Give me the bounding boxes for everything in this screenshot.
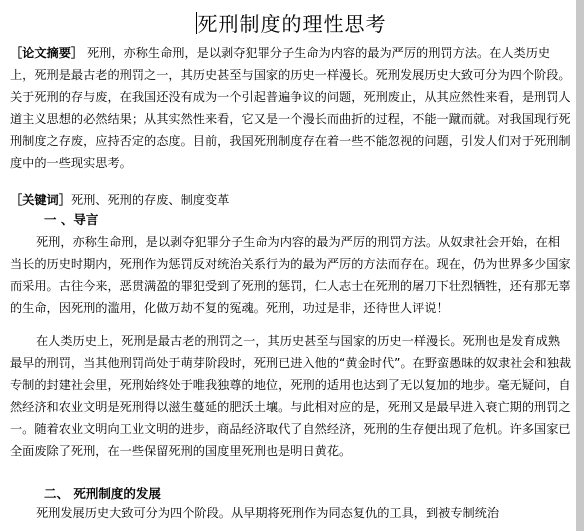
body-paragraph-3[interactable]: 死刑发展历史大致可分为四个阶段。从早期将死刑作为同态复仇的工具，到被专制统治 — [36, 506, 500, 520]
title-row — [8, 8, 574, 37]
abstract-text: 死刑，亦称生命刑，是以剥夺犯罪分子生命为内容的最为严厉的刑罚方法。在人类历史上，死刑是最古老的刑罚之一，其历史甚至与国家的历史一样漫长。死刑发展历史大致可分为四个阶段。关于死刑的存与废，在我国还没有成为一个引起普遍争议的问题，死刑废止，从其应然性来看，是刑罚人道主义思想的必然结果；从其实然性来看，它又是一个漫长而曲折的过程，不能一蹴而就。对我国现行死刑制度之存废，应持否定的态度。目前，我国死刑制度存在着一些不能忽视的问题，引发人们对于死刑制度中的一些现实思考。 — [10, 46, 571, 170]
keywords-paragraph[interactable] — [10, 189, 572, 211]
page-edge-scrollbar-area — [576, 0, 584, 531]
body-paragraph-1[interactable]: 死刑，亦称生命刑，是以剥夺犯罪分子生命为内容的最为严厉的刑罚方法。从奴隶社会开始，在相当长的历史时期内，死刑作为惩罚反对统治关系行为的最为严厉的方法而存在。现在，仍为世界多少国家而采用。古往今来，恶贯满盈的罪犯受到了死刑的惩罚，仁人志士在死刑的屠刀下壮烈牺牲，还有那无辜的生命，因死刑的滥用，化做万劫不复的冤魂。死刑，功过是非，还待世人评说！ — [10, 235, 571, 315]
abstract-paragraph[interactable] — [10, 42, 572, 174]
section-heading-intro[interactable]: 一 、导言 — [44, 212, 99, 227]
abstract-label: ［论文摘要］ — [10, 46, 84, 60]
text-cursor — [196, 12, 197, 34]
keywords-text: 死刑、死刑的存废、制度变革 — [70, 193, 230, 207]
keywords-label: ［关键词］ — [10, 193, 71, 207]
body-paragraph-2[interactable]: 在人类历史上，死刑是最古老的刑罚之一，其历史甚至与国家的历史一样漫长。死刑也是发育成熟最早的刑罚，当其他刑罚尚处于萌芽阶段时，死刑已进入他的“黄金时代”。在野蛮愚昧的奴隶社会和独裁专制的封建社会里，死刑始终处于唯我独尊的地位，死刑的适用也达到了无以复加的地步。毫无疑问，自然经济和农业文明是死刑得以滋生蔓延的肥沃土壤。与此相对应的是，死刑又是最早进入衰亡期的刑罚之一。随着农业文明向工业文明的进步，商品经济取代了自然经济，死刑的生存便出现了危机。许多国家已全面废除了死刑，在一些保留死刑的国度里死刑也是明日黄花。 — [10, 334, 572, 458]
document-title[interactable]: 死刑制度的理性思考 — [197, 12, 387, 36]
section-heading-development[interactable]: 二、 死刑制度的发展 — [44, 486, 161, 501]
